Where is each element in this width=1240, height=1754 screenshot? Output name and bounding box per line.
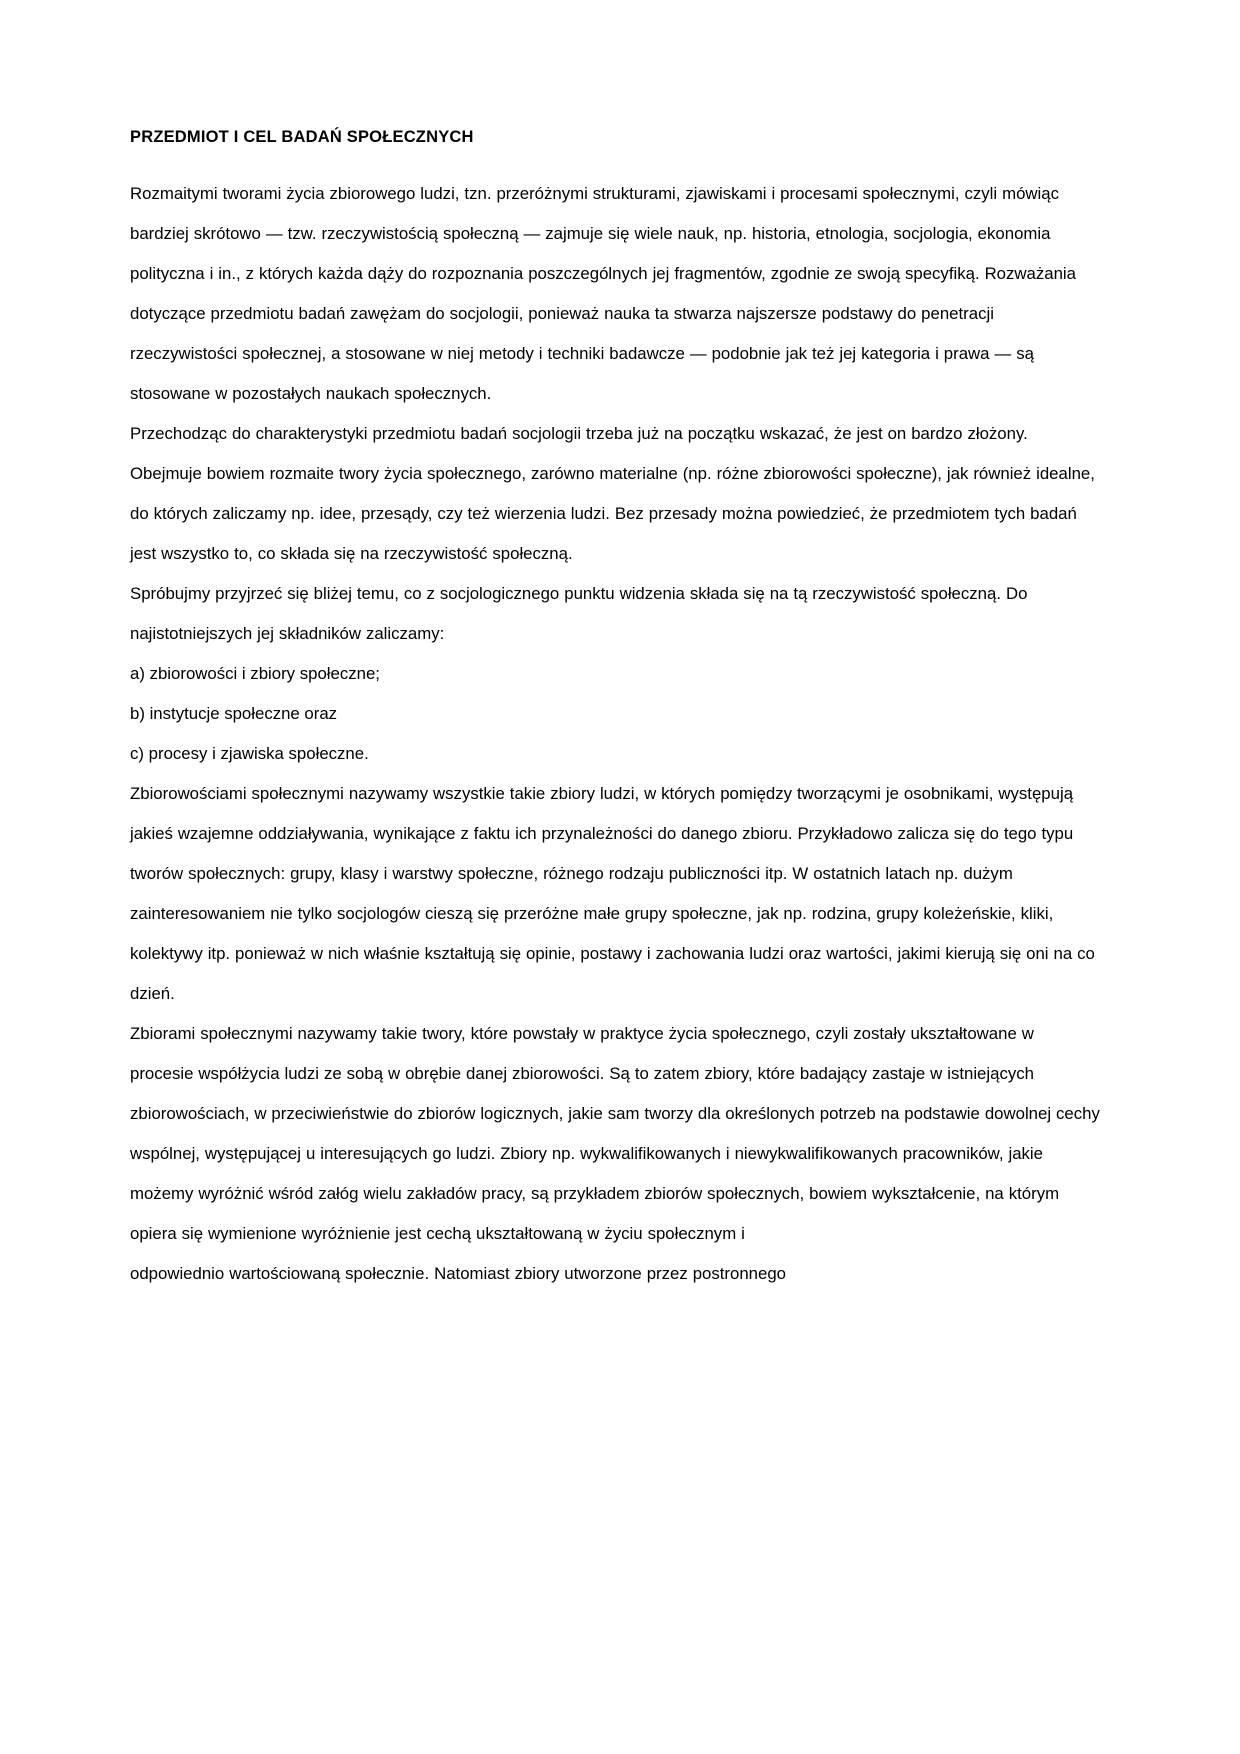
paragraph: Zbiorowościami społecznymi nazywamy wszystkie takie zbiory ludzi, w których pomiędzy tworzącymi je osobnikami, występują jakieś wzajemne oddziaływania, wynikające z faktu ich przynależności do danego zbioru. Przykładowo zalicza się do tego typu tworów społecznych: grupy, klasy i warstwy społeczne, różnego rodzaju publiczności itp. W ostatnich latach np. dużym zainteresowaniem nie tylko socjologów cieszą się przeróżne małe grupy społeczne, jak np. rodzina, grupy koleżeńskie, kliki, kolektywy itp. ponieważ w nich właśnie kształtują się opinie, postawy i zachowania ludzi oraz wartości, jakimi kierują się oni na co dzień.	[130, 783, 1095, 1003]
paragraph: Rozmaitymi tworami życia zbiorowego ludzi, tzn. przeróżnymi strukturami, zjawiskami i procesami społecznymi, czyli mówiąc bardziej skrótowo — tzw. rzeczywistością społeczną — zajmuje się wiele nauk, np. historia, etnologia, socjologia, ekonomia polityczna i in., z których każda dąży do rozpoznania poszczególnych jej fragmentów, zgodnie ze swoją specyfiką. Rozważania dotyczące przedmiotu badań zawężam do socjologii, ponieważ nauka ta stwarza najszersze podstawy do penetracji rzeczywistości społecznej, a stosowane w niej metody i techniki badawcze — podobnie jak też jej kategoria i prawa — są stosowane w pozostałych naukach społecznych.	[130, 183, 1076, 403]
list-item: c) procesy i zjawiska społeczne.	[130, 743, 369, 763]
paragraph: Spróbujmy przyjrzeć się bliżej temu, co z socjologicznego punktu widzenia składa się na tą rzeczywistość społeczną. Do najistotniejszych jej składników zaliczamy:	[130, 583, 1028, 643]
list-item: b) instytucje społeczne oraz	[130, 703, 338, 723]
paragraph: Zbiorami społecznymi nazywamy takie twory, które powstały w praktyce życia społecznego, czyli zostały ukształtowane w procesie współżycia ludzi ze sobą w obrębie danej zbiorowości. Są to zatem zbiory, które badający zastaje w istniejących zbiorowościach, w przeciwieństwie do zbiorów logicznych, jakie sam tworzy dla określonych potrzeb na podstawie dowolnej cechy wspólnej, występującej u interesujących go ludzi. Zbiory np. wykwalifikowanych i niewykwalifikowanych pracowników, jakie możemy wyróżnić wśród załóg wielu zakładów pracy, są przykładem zbiorów społecznych, bowiem wykształcenie, na którym opiera się wymienione wyróżnienie jest cechą ukształtowaną w życiu społecznym i	[130, 1023, 1100, 1243]
page-title: PRZEDMIOT I CEL BADAŃ SPOŁECZNYCH	[130, 128, 474, 146]
list-item: a) zbiorowości i zbiory społeczne;	[130, 663, 380, 683]
paragraph: Przechodząc do charakterystyki przedmiotu badań socjologii trzeba już na początku wskazać, że jest on bardzo złożony. Obejmuje bowiem rozmaite twory życia społecznego, zarówno materialne (np. różne zbiorowości społeczne), jak również idealne, do których zaliczamy np. idee, przesądy, czy też wierzenia ludzi. Bez przesady można powiedzieć, że przedmiotem tych badań jest wszystko to, co składa się na rzeczywistość społeczną.	[130, 423, 1095, 563]
paragraph: odpowiednio wartościowaną społecznie. Natomiast zbiory utworzone przez postronnego	[130, 1263, 786, 1283]
